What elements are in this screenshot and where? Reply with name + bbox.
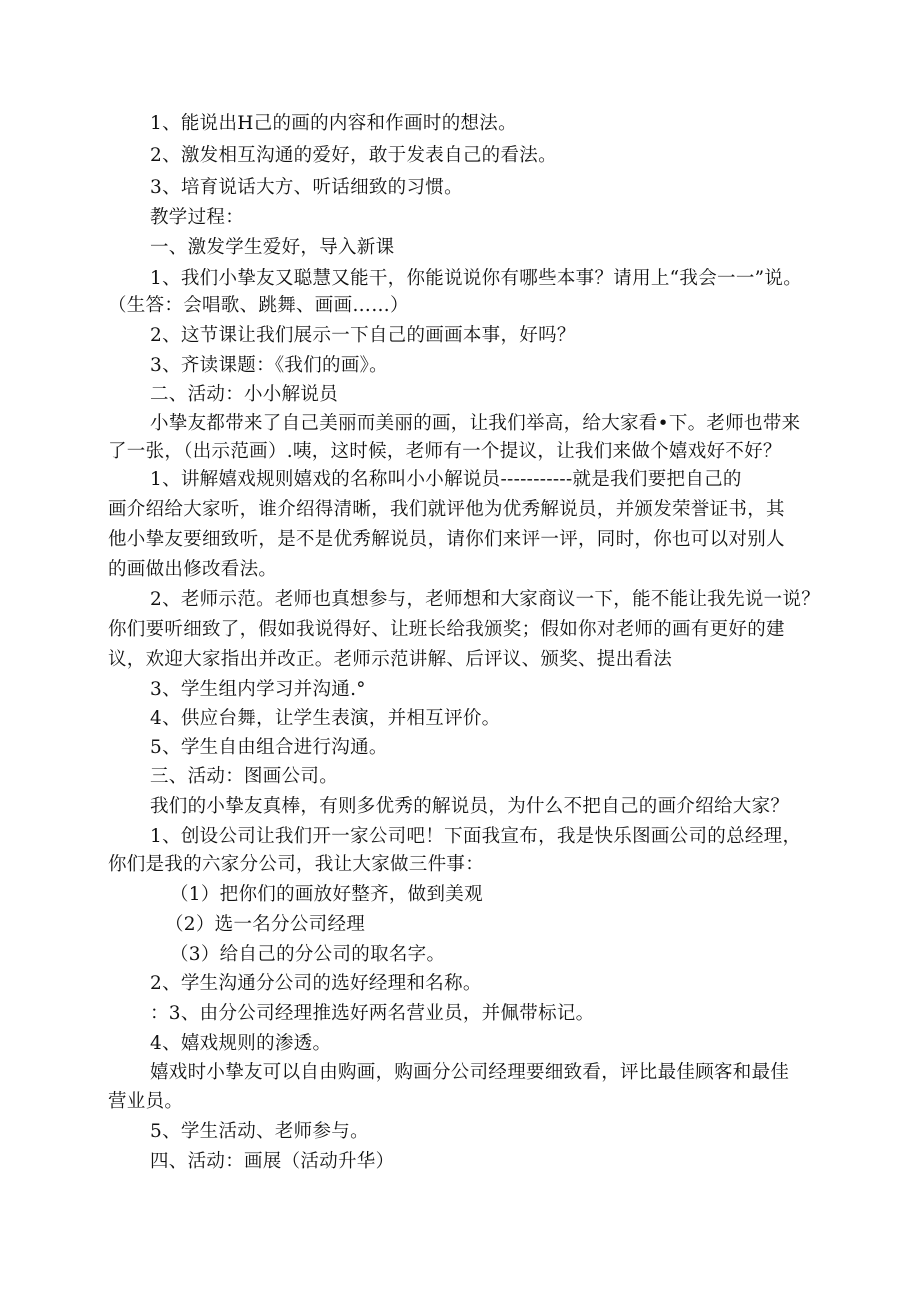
list-item: （1）把你们的画放好整齐，做到美观	[170, 884, 483, 905]
list-item: （2）选一名分公司经理	[165, 914, 366, 935]
paragraph-line: 3、学生组内学习并沟通.°	[150, 679, 366, 700]
paragraph-line: 4、供应台舞，让学生表演，并相互评价。	[150, 708, 501, 729]
section-heading-process: 教学过程：	[150, 207, 245, 228]
paragraph-line: ：3、由分公司经理推选好两名营业员，并佩带标记。	[150, 1003, 595, 1024]
paragraph-line: （生答：会唱歌、跳舞、画画……）	[108, 295, 409, 316]
paragraph-line: 1、我们小挚友又聪慧又能干，你能说说你有哪些本事？请用上“我会一一”说。	[150, 268, 802, 289]
paragraph-line: 你们是我的六家分公司，我让大家做三件事：	[108, 854, 485, 875]
paragraph-line: 了一张，（出示范画）.咦，这时候，老师有一个提议，让我们来做个嬉戏好不好？	[108, 441, 782, 462]
paragraph-line: 议，欢迎大家指出并改正。老师示范讲解、后评议、颁奖、提出看法	[108, 649, 673, 670]
list-item: （3）给自己的分公司的取名字。	[170, 944, 446, 965]
paragraph-line: 5、学生自由组合进行沟通。	[150, 737, 388, 758]
paragraph-line: 我们的小挚友真棒，有则多优秀的解说员，为什么不把自己的画介绍给大家？	[150, 796, 790, 817]
paragraph-line: 的画做出修改看法。	[108, 559, 278, 580]
paragraph-line: 2、这节课让我们展示一下自己的画画本事，好吗？	[150, 325, 576, 346]
objective-line-3: 3、培育说话大方、听话细致的习惯。	[150, 177, 463, 198]
section-heading-1: 一、激发学生爱好，导入新课	[150, 237, 395, 258]
paragraph-line: 他小挚友要细致听，是不是优秀解说员，请你们来评一评，同时，你也可以对别人	[108, 529, 785, 550]
section-heading-2: 二、活动：小小解说员	[150, 384, 339, 405]
paragraph-line: 5、学生活动、老师参与。	[150, 1121, 369, 1142]
objective-line-1: 1、能说出H己的画的内容和作画时的想法。	[150, 113, 517, 134]
objective-line-2: 2、激发相互沟通的爱好，敢于发表自己的看法。	[150, 145, 557, 166]
paragraph-line: 嬉戏时小挚友可以自由购画，购画分公司经理要细致看，评比最佳顾客和最佳	[150, 1062, 790, 1083]
paragraph-line: 2、学生沟通分公司的选好经理和名称。	[150, 973, 482, 994]
paragraph-line: 1、讲解嬉戏规则嬉戏的名称叫小小解说员-----------就是我们要把自己的	[150, 469, 742, 490]
paragraph-line: 画介绍给大家听，谁介绍得清晰，我们就评他为优秀解说员，并颁发荣誉证书，其	[108, 499, 785, 520]
section-heading-4: 四、活动：画展（活动升华）	[150, 1151, 395, 1172]
paragraph-line: 2、老师示范。老师也真想参与，老师想和大家商议一下，能不能让我先说一说？	[150, 589, 821, 610]
paragraph-line: 你们要听细致了，假如我说得好、让班长给我颁奖；假如你对老师的画有更好的建	[108, 619, 785, 640]
paragraph-line: 4、嬉戏规则的渗透。	[150, 1033, 332, 1054]
paragraph-line: 3、齐读课题：《我们的画》。	[150, 355, 388, 376]
paragraph-line: 小挚友都带来了自己美丽而美丽的画，让我们举高，给大家看•下。老师也带来	[150, 413, 801, 434]
paragraph-line: 营业员。	[108, 1091, 184, 1112]
paragraph-line: 1、创设公司让我们开一家公司吧！下面我宣布，我是快乐图画公司的总经理，	[150, 826, 802, 847]
section-heading-3: 三、活动：图画公司。	[150, 766, 339, 787]
